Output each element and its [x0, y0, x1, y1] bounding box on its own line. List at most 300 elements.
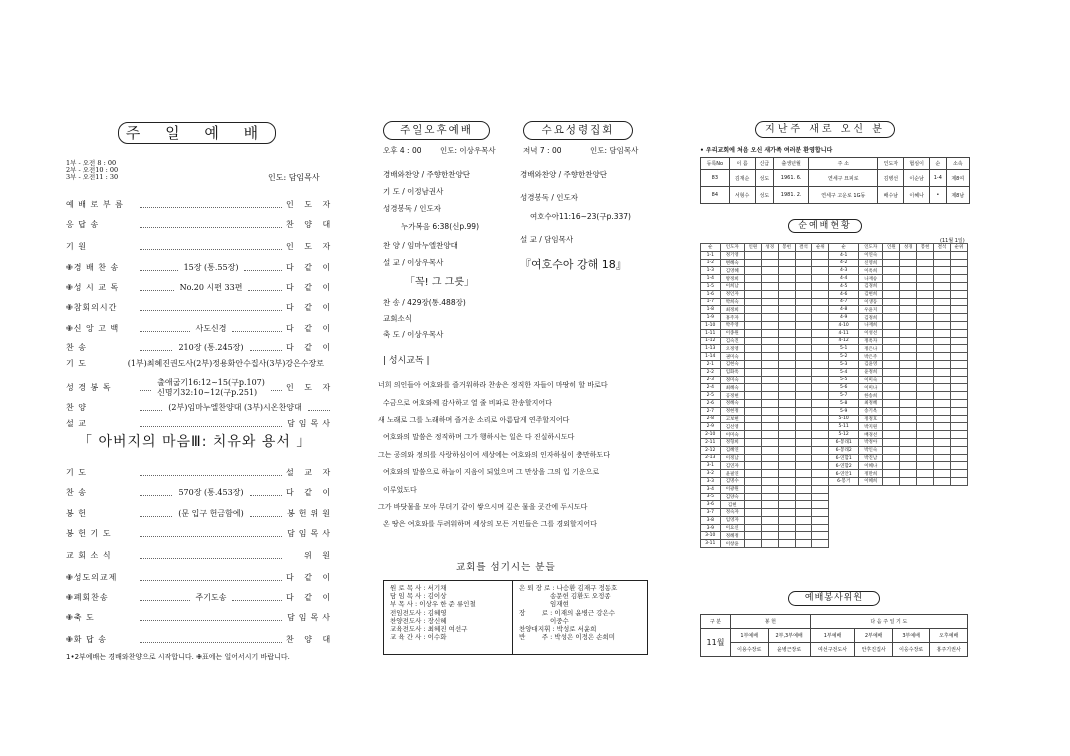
cell-value	[778, 306, 795, 314]
order-item	[66, 282, 334, 294]
cell-value	[934, 438, 951, 446]
cell-value	[795, 399, 812, 407]
cell-value	[761, 477, 778, 485]
cell-value	[795, 501, 812, 509]
cell-value	[950, 423, 967, 431]
cell-value	[883, 470, 900, 478]
cell-leader: 박주영	[720, 321, 744, 329]
order-item-person: 위 원	[304, 551, 334, 560]
table-row	[701, 290, 968, 298]
cell-code: 2-1	[701, 360, 721, 368]
cell-value	[778, 376, 795, 384]
order-item	[66, 592, 334, 604]
cell-value	[812, 275, 829, 283]
cell-value	[917, 477, 934, 485]
wednesday-time: 저녁 7 : 00	[523, 146, 562, 155]
cell-value	[883, 431, 900, 439]
cell-value	[900, 259, 917, 267]
leader-dots	[140, 637, 282, 643]
cell-value	[778, 532, 795, 540]
cell-value	[761, 438, 778, 446]
leader-dots	[232, 595, 282, 601]
cell-value	[744, 470, 761, 478]
table-row	[701, 376, 968, 384]
cell-value	[917, 462, 934, 470]
attendance-table	[700, 243, 968, 548]
cell-value	[744, 462, 761, 470]
cell-value	[812, 446, 829, 454]
table-row	[701, 384, 968, 392]
table-row	[701, 298, 968, 306]
order-item	[66, 528, 334, 540]
cell-value	[900, 337, 917, 345]
cell-code: 4-9	[829, 314, 859, 322]
table-row	[701, 446, 968, 454]
order-item-detail: (1부)최혜진권도사(2부)정용화안수집사(3부)강은수장로	[127, 359, 324, 368]
volunteers-title-text: 예배봉사위원	[804, 593, 864, 603]
cell-value	[812, 431, 829, 439]
cell-leader: 정정호	[859, 415, 883, 423]
cell-value	[900, 392, 917, 400]
cell-code: 4-7	[829, 298, 859, 306]
schedule-2: 2부 - 오전10 : 00	[66, 166, 119, 174]
order-item-person: 찬 양 대	[286, 220, 335, 229]
order-item-label: ✙성도의교제	[66, 573, 118, 582]
cell-value	[812, 384, 829, 392]
order-item-detail: No.20 시편 33편	[179, 283, 243, 292]
cell-value	[778, 516, 795, 524]
cell-leader: 이종원	[720, 329, 744, 337]
order-item-detail: (2부)임마누엘찬양대 (3부)시온찬양대	[168, 403, 302, 412]
newcomers-cell: 연세구 고운로 1G동	[809, 187, 878, 204]
cell-value	[883, 306, 900, 314]
newcomers-header-cell: 등록No	[701, 158, 730, 170]
cell-value	[934, 267, 951, 275]
cell-value	[812, 251, 829, 259]
afternoon-title-text: 주일오후예배	[400, 124, 473, 136]
main-sermon-title: 「 아버지의 마음Ⅲ: 치유와 용서 」	[78, 434, 312, 450]
staff-line: 장 로 : 이재의 윤병근 강은수	[519, 608, 616, 617]
cell-value	[917, 423, 934, 431]
cell-leader: 박인숙	[859, 446, 883, 454]
cell-value	[934, 298, 951, 306]
cell-value	[950, 446, 967, 454]
cell-value	[950, 337, 967, 345]
cell-value	[761, 360, 778, 368]
cell-code: 2-12	[701, 446, 721, 454]
cell-code: 5-12	[829, 431, 859, 439]
cell-value	[934, 337, 951, 345]
cell-value	[761, 532, 778, 540]
cell-value	[900, 438, 917, 446]
cell-leader: 이미숙	[859, 376, 883, 384]
cell-value	[900, 353, 917, 361]
cell-value	[744, 454, 761, 462]
attendance-header-cell: 성경	[900, 244, 917, 252]
table-row	[701, 415, 968, 423]
cell-value	[795, 298, 812, 306]
cell-code: 3-4	[701, 485, 721, 493]
cell-code: 5-11	[829, 423, 859, 431]
cell-value	[950, 438, 967, 446]
cell-leader: 김숙진	[720, 337, 744, 345]
order-item-person: 담임목사	[287, 613, 334, 622]
cell-value	[778, 454, 795, 462]
table-row	[701, 314, 968, 322]
order-item	[66, 467, 334, 479]
cell-value	[934, 282, 951, 290]
staff-line: 찬양전도사 : 장신혜	[390, 616, 447, 625]
cell-value	[900, 462, 917, 470]
cell-value	[900, 267, 917, 275]
cell-code: 2-5	[701, 392, 721, 400]
leader-dots	[250, 490, 282, 496]
cell-value	[761, 353, 778, 361]
table-row	[701, 431, 968, 439]
cell-leader: 정현정	[720, 407, 744, 415]
cell-value	[761, 493, 778, 501]
cell-leader: 송기옥	[859, 407, 883, 415]
newcomers-cell: 이혜나	[904, 187, 930, 204]
order-item	[66, 508, 334, 520]
order-item	[66, 342, 334, 354]
cell-value	[812, 337, 829, 345]
staff-box	[383, 580, 648, 655]
cell-value	[795, 431, 812, 439]
cell-value	[744, 493, 761, 501]
cell-leader: 김현	[720, 501, 744, 509]
cell-leader: 방정희	[720, 275, 744, 283]
cell-value	[950, 415, 967, 423]
schedule-3: 3부 - 오전11 : 30	[66, 173, 119, 181]
cell-value	[883, 259, 900, 267]
order-item-person: 다 같 이	[286, 263, 335, 272]
cell-value	[761, 423, 778, 431]
cell-value	[950, 407, 967, 415]
cell-value	[761, 329, 778, 337]
cell-value	[778, 446, 795, 454]
table-row	[701, 532, 968, 540]
table-row	[701, 282, 968, 290]
cell-value	[900, 384, 917, 392]
cell-value	[761, 275, 778, 283]
cell-value	[744, 267, 761, 275]
order-item	[66, 219, 334, 231]
cell-leader: 임화옥	[720, 368, 744, 376]
cell-value	[900, 290, 917, 298]
cell-value	[883, 275, 900, 283]
cell-value	[761, 282, 778, 290]
main-leader: 인도: 담임목사	[268, 173, 320, 182]
cell-code: 3-9	[701, 524, 721, 532]
table-row	[701, 509, 968, 517]
cell-leader: 공정현	[720, 392, 744, 400]
cell-leader: 최혜숙	[720, 384, 744, 392]
cell-value	[761, 501, 778, 509]
order-item-label: 봉 헌	[66, 509, 87, 518]
cell-value	[934, 368, 951, 376]
cell-value	[761, 399, 778, 407]
order-item-person: 다 같 이	[286, 593, 335, 602]
newcomers-cell: 김재순	[729, 170, 755, 187]
cell-leader: 변혜숙	[720, 259, 744, 267]
cell-code: 3-8	[701, 516, 721, 524]
cell-leader: 김선영	[720, 423, 744, 431]
program-line: 여호수아11:16~23(구p.337)	[530, 212, 631, 221]
cell-value	[883, 337, 900, 345]
staff-title: 교회를 섬기시는 분들	[456, 562, 556, 573]
leader-dots	[244, 265, 282, 271]
cell-value	[795, 384, 812, 392]
cell-code: 6-연합2	[829, 462, 859, 470]
order-item-detail: 15장 (통.55장)	[183, 263, 239, 272]
cell-value	[761, 392, 778, 400]
order-item	[66, 262, 334, 274]
cell-value	[883, 368, 900, 376]
newcomers-header-cell: 협심이	[904, 158, 930, 170]
cell-value	[795, 267, 812, 275]
order-item-label: 예 배 로 부 름	[66, 200, 124, 209]
vol-sub: 2부예배	[855, 629, 893, 643]
welcome-text: • 우리교회에 처음 오신 새가족 여러분 환영합니다	[700, 147, 833, 154]
cell-code: 2-13	[701, 454, 721, 462]
table-row	[701, 275, 968, 283]
cell-value	[778, 384, 795, 392]
leader-dots	[308, 405, 330, 411]
cell-value	[761, 524, 778, 532]
cell-value	[934, 306, 951, 314]
cell-value	[917, 368, 934, 376]
staff-line: 송문헌 김환도 오정종	[519, 592, 611, 601]
order-item	[66, 612, 334, 624]
program-line: 찬 양 / 임마누엘찬양대	[383, 241, 458, 250]
order-item-label: 기 원	[66, 242, 87, 251]
cell-leader: 박지원	[859, 423, 883, 431]
cell-value	[744, 501, 761, 509]
cell-value	[812, 501, 829, 509]
cell-value	[795, 290, 812, 298]
cell-value	[917, 353, 934, 361]
cell-code: 3-10	[701, 532, 721, 540]
empty-cell	[829, 509, 968, 517]
cell-value	[883, 282, 900, 290]
cell-value	[761, 314, 778, 322]
empty-cell	[829, 501, 968, 509]
cell-value	[883, 477, 900, 485]
newcomers-cell: 성도	[755, 170, 774, 187]
cell-value	[761, 368, 778, 376]
cell-value	[917, 259, 934, 267]
newcomers-title	[755, 121, 895, 138]
cell-leader: 김연자	[720, 462, 744, 470]
cell-value	[950, 462, 967, 470]
cell-leader: 정은나	[859, 345, 883, 353]
cell-value	[795, 462, 812, 470]
cell-value	[883, 454, 900, 462]
cell-value	[917, 376, 934, 384]
empty-cell	[829, 532, 968, 540]
program-line: 수금으로 여호와께 감사하고 열 줄 비파로 찬송할지어다	[383, 399, 552, 407]
table-row	[701, 540, 968, 548]
cell-value	[744, 353, 761, 361]
cell-leader: 이옥희	[859, 267, 883, 275]
cell-value	[950, 454, 967, 462]
cell-value	[761, 337, 778, 345]
cell-code: 6-봉래2	[829, 446, 859, 454]
cell-value	[812, 321, 829, 329]
cell-value	[900, 251, 917, 259]
cell-code: 2-8	[701, 415, 721, 423]
cell-leader: 정옥자	[859, 337, 883, 345]
volunteers-title	[788, 591, 880, 606]
cell-code: 4-6	[829, 290, 859, 298]
cell-leader: 정인자	[720, 290, 744, 298]
leader-dots	[140, 575, 282, 581]
cell-code: 5-4	[829, 368, 859, 376]
newcomers-cell: 서형수	[729, 187, 755, 204]
cell-value	[778, 282, 795, 290]
cell-code: 2-6	[701, 399, 721, 407]
order-item	[66, 402, 334, 414]
newcomers-cell: 연세구 묘피로	[809, 170, 878, 187]
program-line: 누가복음 6:38(신p.99)	[401, 222, 479, 231]
order-item-person: 다 같 이	[286, 324, 335, 333]
cell-code: 3-2	[701, 470, 721, 478]
cell-value	[950, 267, 967, 275]
leader-dots	[250, 345, 282, 351]
order-item	[66, 358, 334, 370]
leader-dots	[140, 222, 282, 228]
leader-dots	[140, 244, 282, 250]
order-item	[66, 323, 334, 335]
cell-value	[761, 454, 778, 462]
empty-cell	[829, 516, 968, 524]
cell-value	[744, 540, 761, 548]
cell-value	[795, 407, 812, 415]
cell-value	[744, 399, 761, 407]
cell-value	[761, 462, 778, 470]
cell-value	[744, 251, 761, 259]
cell-value	[795, 314, 812, 322]
program-line: 온 땅은 여호와를 두려워하며 세상의 모든 거민들은 그를 경외할지어다	[383, 520, 597, 528]
cell-value	[812, 314, 829, 322]
vol-sub: 3부예배	[892, 629, 930, 643]
cell-leader: 윤필연	[720, 470, 744, 478]
cell-value	[778, 423, 795, 431]
cell-value	[950, 384, 967, 392]
vol-sub: 2부,3부예배	[768, 629, 810, 643]
cell-value	[917, 306, 934, 314]
table-row	[701, 493, 968, 501]
attendance-title	[788, 219, 862, 233]
table-row	[701, 462, 968, 470]
main-service-title	[118, 122, 276, 144]
cell-code: 4-12	[829, 337, 859, 345]
cell-value	[795, 360, 812, 368]
cell-value	[795, 251, 812, 259]
cell-value	[934, 259, 951, 267]
table-row	[701, 329, 968, 337]
cell-value	[812, 532, 829, 540]
attendance-header-cell: 인도자	[859, 244, 883, 252]
cell-value	[812, 392, 829, 400]
cell-code: 1-3	[701, 267, 721, 275]
vol-name: 홍주기권사	[930, 643, 968, 657]
cell-value	[744, 532, 761, 540]
vol-sub: 오후예배	[930, 629, 968, 643]
cell-value	[900, 431, 917, 439]
cell-value	[795, 493, 812, 501]
cell-code: 6-연안1	[829, 470, 859, 478]
cell-value	[934, 345, 951, 353]
order-item-label: 봉 헌 기 도	[66, 529, 112, 538]
cell-code: 6-연합1	[829, 454, 859, 462]
cell-value	[934, 314, 951, 322]
order-item	[66, 241, 334, 253]
newcomers-header-cell: 신급	[755, 158, 774, 170]
cell-value	[778, 540, 795, 548]
table-row	[701, 368, 968, 376]
cell-value	[778, 477, 795, 485]
cell-code: 5-5	[829, 376, 859, 384]
cell-value	[950, 290, 967, 298]
order-item-label: ✙경 배 찬 송	[66, 263, 120, 272]
order-item-label: ✙폐회찬송	[66, 593, 109, 602]
program-line: 경배와찬양 / 주향한찬양단	[520, 170, 607, 179]
staff-line: 반 주 : 박성은 이정은 손희미	[519, 633, 616, 642]
cell-leader: 정숙자	[720, 509, 744, 517]
table-row	[701, 485, 968, 493]
service-note: 1•2부예배는 경배와찬양으로 시작합니다. ✙표에는 일어서시기 바랍니다.	[66, 653, 290, 661]
cell-value	[744, 485, 761, 493]
order-item-detail	[155, 378, 267, 398]
cell-leader: 우윤지	[859, 306, 883, 314]
cell-value	[883, 384, 900, 392]
cell-code: 3-5	[701, 493, 721, 501]
cell-value	[778, 314, 795, 322]
cell-value	[778, 368, 795, 376]
cell-value	[934, 431, 951, 439]
cell-leader: 김현희	[859, 290, 883, 298]
newcomers-cell: 배수남	[878, 187, 904, 204]
cell-value	[917, 314, 934, 322]
attendance-header-cell: 인도자	[720, 244, 744, 252]
cell-value	[883, 267, 900, 275]
attendance-header-cell: 봉헌	[917, 244, 934, 252]
cell-value	[744, 516, 761, 524]
cell-value	[883, 415, 900, 423]
cell-code: 5-6	[829, 384, 859, 392]
order-item-detail-2: 신명기32:10~12(구p.251)	[157, 388, 258, 397]
cell-code: 1-11	[701, 329, 721, 337]
attendance-title-text: 순예배현황	[798, 221, 852, 231]
program-line: 찬 송 / 429장(통.488장)	[383, 298, 466, 307]
cell-code: 5-10	[829, 415, 859, 423]
cell-value	[744, 329, 761, 337]
cell-value	[744, 392, 761, 400]
program-line: 여호와의 말씀으로 하늘이 지음이 되었으며 그 만상을 그의 입 기운으로	[383, 468, 600, 476]
program-line: 기 도 / 이정남권사	[383, 187, 444, 196]
cell-value	[795, 321, 812, 329]
cell-value	[934, 423, 951, 431]
cell-value	[744, 360, 761, 368]
cell-value	[950, 353, 967, 361]
table-row	[701, 399, 968, 407]
cell-code: 4-10	[829, 321, 859, 329]
cell-value	[812, 540, 829, 548]
cell-value	[761, 259, 778, 267]
cell-value	[795, 345, 812, 353]
